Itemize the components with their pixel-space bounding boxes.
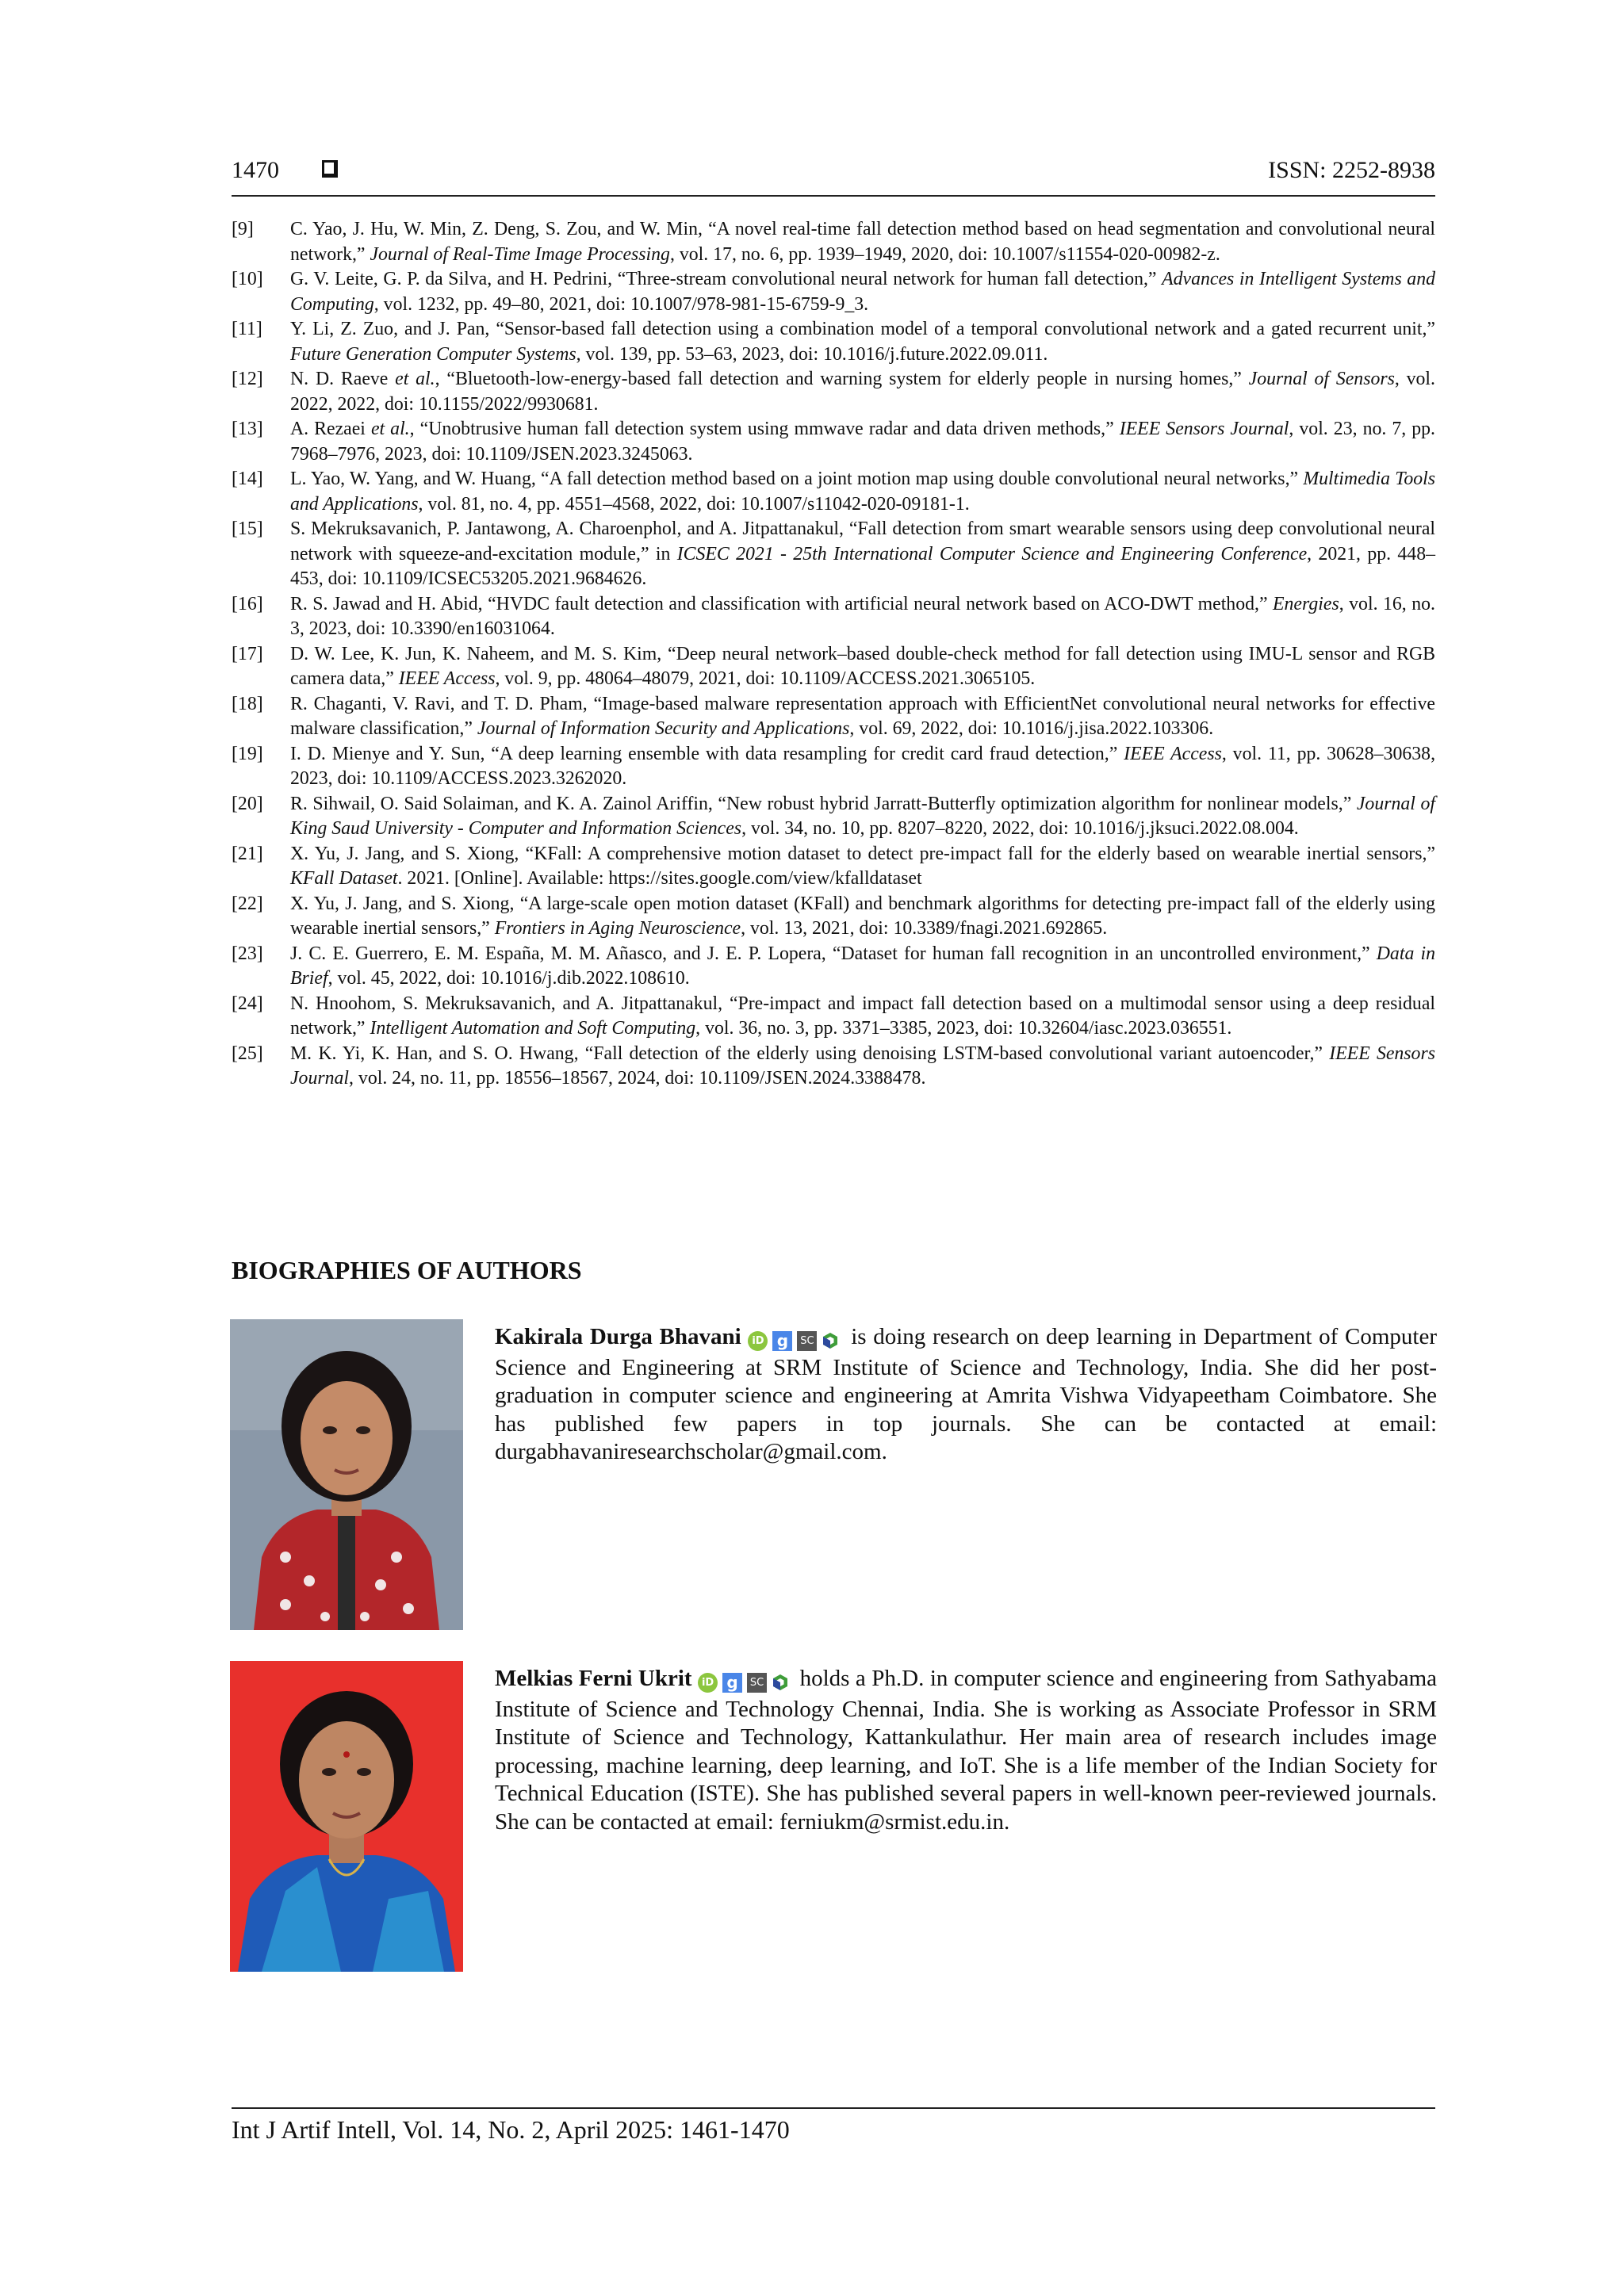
reference-venue: ICSEC 2021 - 25th International Computer Science and Engineering Conference	[676, 543, 1308, 564]
reference-number: [23]	[232, 943, 263, 964]
reference-number: [20]	[232, 793, 263, 814]
reference-item	[232, 642, 1435, 692]
reference-text: R. Sihwail, O. Said Solaiman, and K. A. Zainol Ariffin, “New robust hybrid Jarratt-Butterfly optimization algorithm for nonlinear models,”	[290, 793, 1357, 814]
page-footer: Int J Artif Intell, Vol. 14, No. 2, April 2025: 1461-1470	[232, 2107, 1435, 2145]
reference-text: D. W. Lee, K. Jun, K. Naheem, and M. S. Kim, “Deep neural network–based double-check method for fall detection using IMU-L sensor and RGB camera data,”	[290, 643, 1435, 689]
scopus-icon[interactable]: SC	[797, 1331, 817, 1351]
google-scholar-icon[interactable]: g	[722, 1673, 742, 1693]
reference-item	[232, 267, 1435, 317]
reference-item	[232, 842, 1435, 892]
reference-venue: et al.	[370, 419, 410, 439]
reference-item	[232, 992, 1435, 1042]
reference-venue: IEEE Access	[398, 668, 496, 689]
reference-number: [22]	[232, 893, 263, 914]
reference-item	[232, 942, 1435, 992]
reference-text: S. Mekruksavanich, P. Jantawong, A. Charoenphol, and A. Jitpattanakul, “Fall detection from smart wearable sensors using deep convolutional neural network with squeeze-and-excitation module,” in	[290, 519, 1435, 564]
reference-text: A. Rezaei	[290, 419, 371, 439]
reference-text: X. Yu, J. Jang, and S. Xiong, “A large-scale open motion dataset (KFall) and benchmark algorithms for detecting pre-impact fall of the elderly using wearable inertial sensors,”	[290, 893, 1435, 939]
publons-icon[interactable]	[772, 1674, 789, 1691]
reference-text: , vol. 81, no. 4, pp. 4551–4568, 2022, doi: 10.1007/s11042-020-09181-1.	[418, 493, 970, 515]
author-description: holds a Ph.D. in computer science and engineering from Sathyabama Institute of Science and Technology Chennai, India. She is working as Associate Professor in SRM Institute of Science and Technology, Kattankulathur. Her main area of research includes image processing, machine learning, deep learning, and IoT. She is a life member of the Indian Society for Technical Education (ISTE). She has published several papers in well-known peer-reviewed journals. She can be contacted at email: ferniukm@srmist.edu.in.	[495, 1666, 1438, 1835]
reference-text: M. K. Yi, K. Han, and S. O. Hwang, “Fall detection of the elderly using denoising LSTM-based convolutional variant autoencoder,”	[290, 1043, 1330, 1064]
reference-text: , vol. 9, pp. 48064–48079, 2021, doi: 10.1109/ACCESS.2021.3065105.	[495, 668, 1036, 689]
reference-venue: Data in Brief	[290, 943, 1435, 989]
reference-number: [12]	[232, 369, 263, 389]
reference-text: , vol. 24, no. 11, pp. 18556–18567, 2024, doi: 10.1109/JSEN.2024.3388478.	[349, 1068, 926, 1089]
reference-text: , vol. 23, no. 7, pp. 7968–7976, 2023, doi: 10.1109/JSEN.2023.3245063.	[290, 419, 1435, 465]
reference-text: J. C. E. Guerrero, E. M. España, M. M. Añasco, and J. E. P. Lopera, “Dataset for human fall recognition in an uncontrolled environment,”	[290, 943, 1377, 964]
reference-text: , vol. 1232, pp. 49–80, 2021, doi: 10.1007/978-981-15-6759-9_3.	[373, 293, 869, 315]
reference-venue: Journal of Real-Time Image Processing	[370, 243, 670, 265]
reference-text: . 2021. [Online]. Available: https://sites.google.com/view/kfalldataset	[397, 868, 922, 889]
author-photo-illustration	[230, 1319, 463, 1630]
issn-label: ISSN: 2252-8938	[1268, 157, 1435, 183]
reference-item	[232, 792, 1435, 842]
reference-item	[232, 1042, 1435, 1092]
orcid-icon[interactable]: iD	[698, 1673, 718, 1693]
reference-venue: Intelligent Automation and Soft Computing	[370, 1018, 696, 1039]
reference-text: , 2021, pp. 448–453, doi: 10.1109/ICSEC53205.2021.9684626.	[290, 543, 1435, 589]
reference-text: , “Unobtrusive human fall detection system using mmwave radar and data driven methods,”	[409, 419, 1120, 439]
reference-item	[232, 517, 1435, 592]
reference-item	[232, 367, 1435, 417]
reference-text: C. Yao, J. Hu, W. Min, Z. Deng, S. Zou, and W. Min, “A novel real-time fall detection method based on head segmentation and convolutional neural network,”	[290, 219, 1435, 265]
reference-item	[232, 467, 1435, 517]
reference-venue: IEEE Sensors Journal	[1119, 419, 1289, 439]
reference-text: , vol. 34, no. 10, pp. 8207–8220, 2022, doi: 10.1016/j.jksuci.2022.08.004.	[741, 818, 1299, 839]
reference-venue: Journal of Sensors	[1248, 369, 1395, 389]
publons-icon[interactable]	[822, 1332, 839, 1349]
reference-text: R. S. Jawad and H. Abid, “HVDC fault detection and classification with artificial neural network based on ACO-DWT method,”	[290, 593, 1273, 614]
reference-venue: IEEE Access	[1124, 743, 1222, 764]
reference-text: N. D. Raeve	[290, 369, 396, 389]
reference-venue: Advances in Intelligent Systems and Computing	[290, 269, 1435, 315]
reference-number: [11]	[232, 319, 262, 339]
reference-text: N. Hnoohom, S. Mekruksavanich, and A. Jitpattanakul, “Pre-impact and impact fall detection based on a multimodal sensor using a deep residual network,”	[290, 993, 1435, 1039]
reference-item	[232, 692, 1435, 742]
author-photo-illustration	[230, 1661, 463, 1972]
reference-text: , vol. 2022, 2022, doi: 10.1155/2022/9930681.	[290, 369, 1435, 415]
reference-text: , vol. 45, 2022, doi: 10.1016/j.dib.2022.108610.	[327, 968, 690, 989]
reference-item	[232, 742, 1435, 792]
reference-text: , vol. 13, 2021, doi: 10.3389/fnagi.2021.692865.	[741, 918, 1108, 939]
square-icon	[322, 160, 338, 178]
profile-icons	[748, 1326, 844, 1354]
reference-number: [18]	[232, 693, 263, 714]
reference-number: [25]	[232, 1043, 263, 1064]
reference-venue: Frontiers in Aging Neuroscience	[494, 918, 741, 939]
reference-item	[232, 417, 1435, 467]
author-name: Melkias Ferni Ukrit	[495, 1666, 692, 1691]
reference-text: Y. Li, Z. Zuo, and J. Pan, “Sensor-based fall detection using a combination model of a temporal convolutional network and a gated recurrent unit,”	[290, 319, 1435, 339]
reference-number: [17]	[232, 643, 263, 664]
author-description: is doing research on deep learning in Department of Computer Science and Engineering at SRM Institute of Science and Technology, India. She did her post-graduation in computer science and engineering at Amrita Vishwa Vidyapeetham Coimbatore. She has published few papers in top journals. She can be contacted at email: durgabhavaniresearchscholar@gmail.com.	[495, 1324, 1438, 1464]
page-number: 1470	[232, 157, 279, 183]
reference-number: [24]	[232, 993, 263, 1014]
reference-item	[232, 317, 1435, 367]
reference-text: , vol. 16, no. 3, 2023, doi: 10.3390/en16031064.	[290, 593, 1435, 639]
author-photo	[230, 1319, 463, 1630]
reference-number: [13]	[232, 419, 263, 439]
reference-venue: Journal of King Saud University - Computer and Information Sciences	[290, 793, 1435, 839]
reference-text: , “Bluetooth-low-energy-based fall detection and warning system for elderly people in nursing homes,”	[435, 369, 1249, 389]
reference-number: [16]	[232, 593, 263, 614]
reference-venue: Multimedia Tools and Applications	[290, 469, 1435, 515]
reference-number: [10]	[232, 269, 263, 289]
orcid-icon[interactable]: iD	[748, 1331, 768, 1351]
reference-text: , vol. 139, pp. 53–63, 2023, doi: 10.1016/j.future.2022.09.011.	[576, 343, 1048, 365]
reference-venue: KFall Dataset	[290, 868, 398, 889]
reference-list	[232, 217, 1435, 1092]
reference-venue: IEEE Sensors Journal	[290, 1043, 1435, 1089]
reference-number: [21]	[232, 843, 263, 864]
reference-number: [15]	[232, 519, 263, 539]
reference-venue: et al.	[395, 369, 435, 389]
reference-number: [19]	[232, 743, 263, 764]
reference-text: L. Yao, W. Yang, and W. Huang, “A fall detection method based on a joint motion map using double convolutional neural networks,”	[290, 469, 1304, 489]
reference-text: I. D. Mienye and Y. Sun, “A deep learning ensemble with data resampling for credit card fraud detection,”	[290, 743, 1124, 764]
reference-venue: Future Generation Computer Systems	[290, 343, 576, 365]
page-header	[232, 154, 1435, 197]
author-photo	[230, 1661, 463, 1972]
profile-icons	[698, 1667, 794, 1696]
reference-text: R. Chaganti, V. Ravi, and T. D. Pham, “Image-based malware representation approach with EfficientNet convolutional neural networks for effective malware classification,”	[290, 693, 1435, 739]
scopus-icon[interactable]: SC	[747, 1673, 767, 1693]
reference-item	[232, 892, 1435, 942]
reference-text: , vol. 11, pp. 30628–30638, 2023, doi: 10.1109/ACCESS.2023.3262020.	[290, 743, 1436, 789]
reference-text: G. V. Leite, G. P. da Silva, and H. Pedrini, “Three-stream convolutional neural network for human fall detection,”	[290, 269, 1162, 289]
reference-text: X. Yu, J. Jang, and S. Xiong, “KFall: A comprehensive motion dataset to detect pre-impact fall for the elderly based on wearable inertial sensors,”	[290, 843, 1435, 864]
reference-item	[232, 217, 1435, 267]
reference-number: [9]	[232, 219, 254, 239]
google-scholar-icon[interactable]: g	[772, 1331, 792, 1351]
reference-text: , vol. 17, no. 6, pp. 1939–1949, 2020, doi: 10.1007/s11554-020-00982-z.	[669, 243, 1220, 265]
reference-venue: Journal of Information Security and Applications	[477, 718, 850, 739]
reference-item	[232, 592, 1435, 642]
reference-text: , vol. 36, no. 3, pp. 3371–3385, 2023, doi: 10.32604/iasc.2023.036551.	[695, 1018, 1232, 1039]
author-name: Kakirala Durga Bhavani	[495, 1324, 741, 1349]
reference-number: [14]	[232, 469, 263, 489]
biographies-heading: BIOGRAPHIES OF AUTHORS	[232, 1256, 582, 1284]
reference-text: , vol. 69, 2022, doi: 10.1016/j.jisa.2022.103306.	[849, 718, 1214, 739]
reference-venue: Energies	[1273, 593, 1339, 614]
